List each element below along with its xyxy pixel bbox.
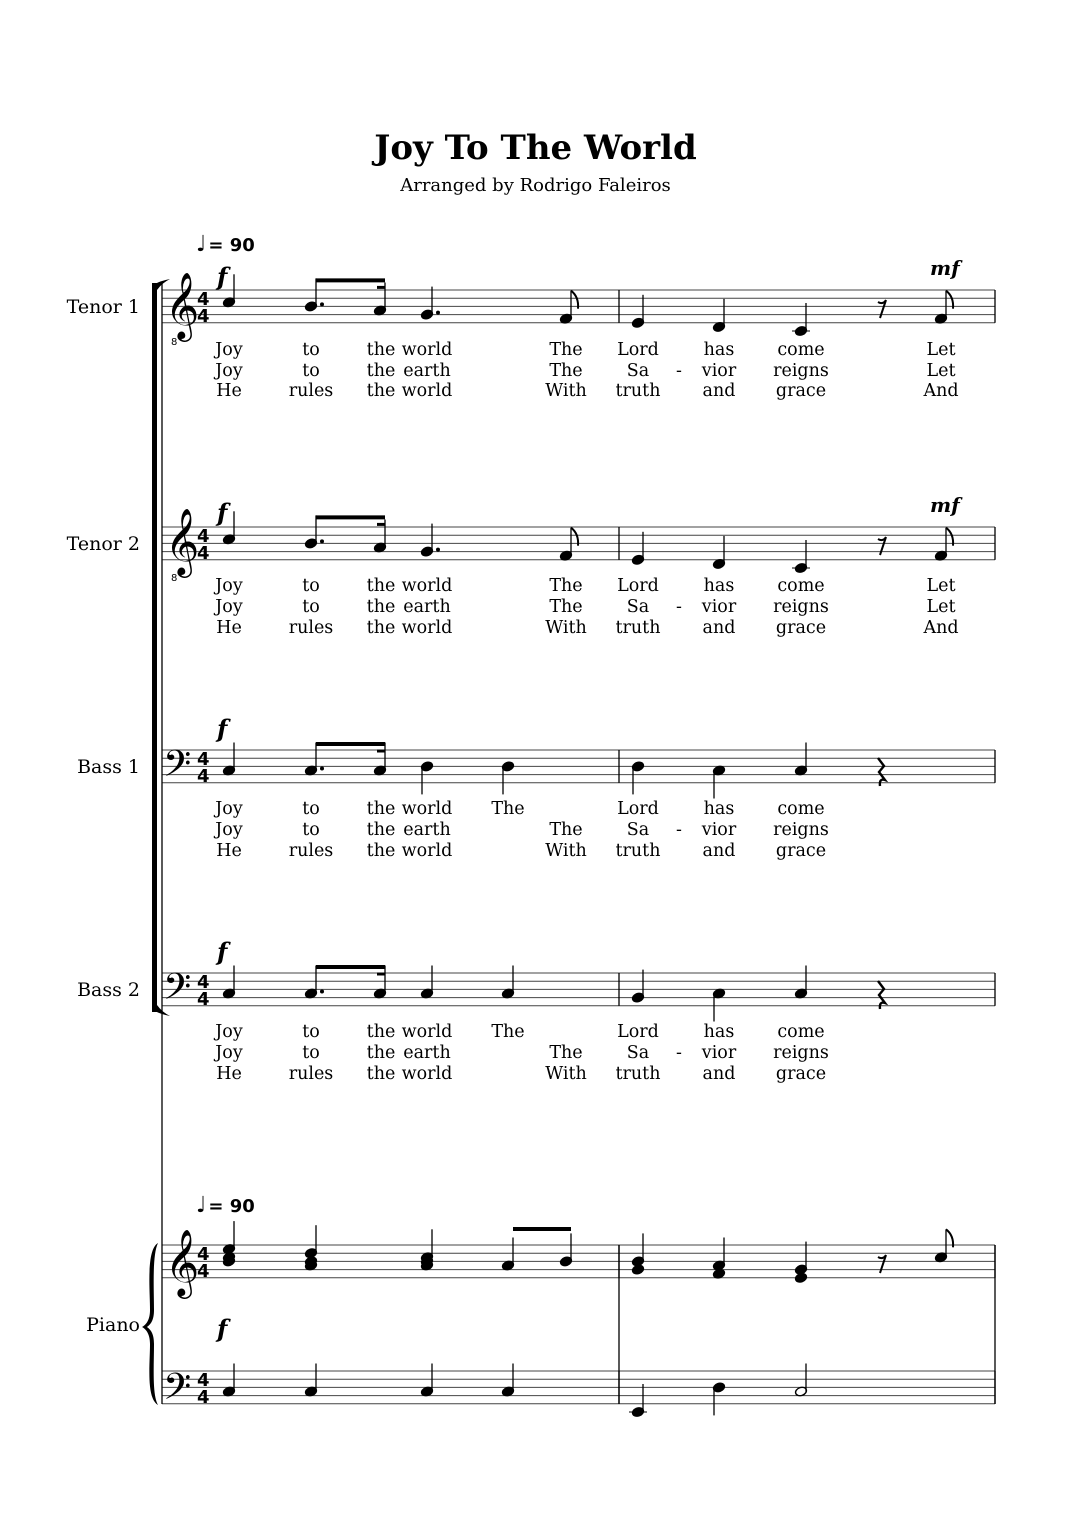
lyric: earth: [403, 820, 451, 840]
lyric: With: [545, 381, 587, 401]
lyric: the: [366, 1064, 396, 1084]
lyric: Lord: [617, 340, 659, 360]
lyric: With: [545, 1064, 587, 1084]
lyric: Let: [926, 361, 956, 381]
notehead: [794, 1272, 807, 1283]
lyric: has: [703, 799, 735, 819]
lyric: -: [676, 361, 682, 381]
staff-lines: [162, 290, 995, 1404]
lyric: Joy: [215, 1043, 243, 1063]
lyric: vior: [701, 820, 737, 840]
lyric: Joy: [215, 597, 243, 617]
lyric: The: [549, 340, 583, 360]
lyric: the: [366, 381, 396, 401]
octave-mark: 8: [171, 337, 178, 348]
lyric: Joy: [215, 340, 243, 360]
dynamic-piano: f: [217, 1314, 228, 1343]
time-signature-top: 4: [197, 526, 210, 547]
lyric: has: [703, 1022, 735, 1042]
lyric: to: [302, 799, 320, 819]
score-title: Joy To The World: [374, 128, 697, 168]
notes: [222, 274, 956, 1417]
lyric: rules: [288, 381, 334, 401]
lyric: reigns: [773, 1043, 829, 1063]
augmentation-dot: [436, 311, 440, 315]
augmentation-dot: [320, 539, 324, 543]
score-subtitle: Arranged by Rodrigo Faleiros: [400, 175, 671, 196]
time-signature-top: 4: [197, 972, 210, 993]
lyric: Lord: [617, 799, 659, 819]
lyric: the: [366, 576, 396, 596]
lyric: the: [366, 820, 396, 840]
lyric: the: [366, 841, 396, 861]
lyric: the: [366, 618, 396, 638]
part-name-bass-2: Bass 2: [77, 979, 140, 1001]
lyric: grace: [775, 618, 827, 638]
lyric: With: [545, 618, 587, 638]
lyric: world: [401, 618, 453, 638]
lyric: world: [401, 841, 453, 861]
dynamic-bass-1: f: [217, 714, 228, 743]
augmentation-dot: [320, 990, 324, 994]
lyric: He: [216, 841, 242, 861]
lyric: world: [401, 381, 453, 401]
lyric: He: [216, 1064, 242, 1084]
lyric: truth: [615, 381, 661, 401]
lyric: rules: [288, 618, 334, 638]
time-signature-top: 4: [197, 1370, 210, 1391]
time-signature-top: 4: [197, 1244, 210, 1265]
bass-clef-icon: 𝄢: [163, 966, 192, 1017]
lyric: The: [491, 799, 525, 819]
lyric: to: [302, 1043, 320, 1063]
lyric: The: [549, 361, 583, 381]
lyric: Sa: [626, 820, 650, 840]
lyric: vior: [701, 597, 737, 617]
bass-clef-icon: 𝄢: [163, 743, 192, 794]
time-signature-bottom: 4: [197, 306, 210, 327]
eighth-rest-icon: [878, 537, 886, 555]
time-signature-bottom: 4: [197, 1387, 210, 1408]
lyric: and: [702, 618, 736, 638]
lyric: Joy: [215, 1022, 243, 1042]
lyric: world: [401, 1064, 453, 1084]
lyric: rules: [288, 841, 334, 861]
lyric: Lord: [617, 1022, 659, 1042]
lyric: Let: [926, 597, 956, 617]
time-signature-bottom: 4: [197, 543, 210, 564]
lyric: to: [302, 576, 320, 596]
augmentation-dot: [320, 767, 324, 771]
lyric: Let: [926, 576, 956, 596]
lyric: and: [702, 381, 736, 401]
lyric: The: [491, 1022, 525, 1042]
lyric: to: [302, 361, 320, 381]
notehead: [631, 1264, 644, 1275]
bass-clef-icon: 𝄢: [163, 1366, 192, 1417]
lyric: Lord: [617, 576, 659, 596]
quarter-rest-icon: [878, 981, 885, 1009]
augmentation-dot: [436, 548, 440, 552]
lyric: Sa: [626, 1043, 650, 1063]
lyric: Joy: [215, 820, 243, 840]
lyric: to: [302, 1022, 320, 1042]
lyric: Sa: [626, 361, 650, 381]
lyric: vior: [701, 361, 737, 381]
lyric: has: [703, 340, 735, 360]
lyric: and: [702, 1064, 736, 1084]
dynamic-tenor-2-end: mf: [930, 493, 960, 517]
lyric: reigns: [773, 597, 829, 617]
eighth-rest-icon: [878, 1255, 886, 1273]
part-name-bass-1: Bass 1: [77, 756, 140, 778]
lyric: world: [401, 340, 453, 360]
augmentation-dot: [320, 302, 324, 306]
octave-mark: 8: [171, 573, 178, 584]
lyric: truth: [615, 841, 661, 861]
barlines: [162, 283, 995, 1404]
time-signature-bottom: 4: [197, 766, 210, 787]
lyric: the: [366, 1043, 396, 1063]
piano-brace: [142, 1243, 158, 1405]
part-name-tenor-1: Tenor 1: [66, 296, 140, 318]
lyric: earth: [403, 1043, 451, 1063]
lyric: to: [302, 820, 320, 840]
quarter-rest-icon: [878, 758, 885, 786]
lyric: grace: [775, 381, 827, 401]
lyric: world: [401, 1022, 453, 1042]
lyric: and: [702, 841, 736, 861]
lyric: -: [676, 597, 682, 617]
lyric: He: [216, 618, 242, 638]
tempo-value: = 90: [208, 235, 255, 256]
lyric: earth: [403, 597, 451, 617]
lyric: earth: [403, 361, 451, 381]
quarter-note-icon: ♩: [196, 1193, 207, 1218]
tempo-value: = 90: [208, 1196, 255, 1217]
lyric: come: [777, 1022, 825, 1042]
eighth-rest-icon: [878, 300, 886, 318]
lyric: reigns: [773, 820, 829, 840]
lyric: reigns: [773, 361, 829, 381]
part-name-piano: Piano: [86, 1314, 140, 1336]
choir-bracket: [152, 283, 157, 1012]
lyric: Sa: [626, 597, 650, 617]
lyric: rules: [288, 1064, 334, 1084]
lyric: the: [366, 799, 396, 819]
time-signature-top: 4: [197, 749, 210, 770]
dynamic-tenor-1-start: f: [217, 262, 228, 291]
dynamic-bass-2: f: [217, 937, 228, 966]
time-signature-bottom: 4: [197, 989, 210, 1010]
lyric: The: [549, 820, 583, 840]
lyric: come: [777, 576, 825, 596]
lyric: has: [703, 576, 735, 596]
lyric: to: [302, 597, 320, 617]
lyric: -: [676, 820, 682, 840]
lyric: The: [549, 1043, 583, 1063]
lyric: come: [777, 799, 825, 819]
lyric: -: [676, 1043, 682, 1063]
lyric: grace: [775, 841, 827, 861]
lyric: the: [366, 597, 396, 617]
lyric: Joy: [215, 799, 243, 819]
lyric: Joy: [215, 361, 243, 381]
lyric: The: [549, 576, 583, 596]
time-signature-top: 4: [197, 289, 210, 310]
dynamic-tenor-2-start: f: [217, 498, 228, 527]
lyric: the: [366, 361, 396, 381]
lyric: truth: [615, 618, 661, 638]
time-signature-bottom: 4: [197, 1261, 210, 1282]
lyric: come: [777, 340, 825, 360]
treble-clef-icon: 𝄞: [165, 1228, 200, 1296]
lyric: truth: [615, 1064, 661, 1084]
lyric: world: [401, 799, 453, 819]
treble-clef-icon: 𝄞: [165, 271, 200, 339]
lyric: the: [366, 340, 396, 360]
lyric: vior: [701, 1043, 737, 1063]
quarter-note-icon: ♩: [196, 232, 207, 257]
lyric: the: [366, 1022, 396, 1042]
dynamic-tenor-1-end: mf: [930, 256, 960, 280]
lyric: He: [216, 381, 242, 401]
lyric: world: [401, 576, 453, 596]
lyric: Let: [926, 340, 956, 360]
lyric: And: [923, 381, 959, 401]
lyric: Joy: [215, 576, 243, 596]
lyric: The: [549, 597, 583, 617]
lyric: With: [545, 841, 587, 861]
part-name-tenor-2: Tenor 2: [66, 533, 140, 555]
lyric: grace: [775, 1064, 827, 1084]
treble-clef-icon: 𝄞: [165, 507, 200, 575]
lyric: to: [302, 340, 320, 360]
lyric: And: [923, 618, 959, 638]
